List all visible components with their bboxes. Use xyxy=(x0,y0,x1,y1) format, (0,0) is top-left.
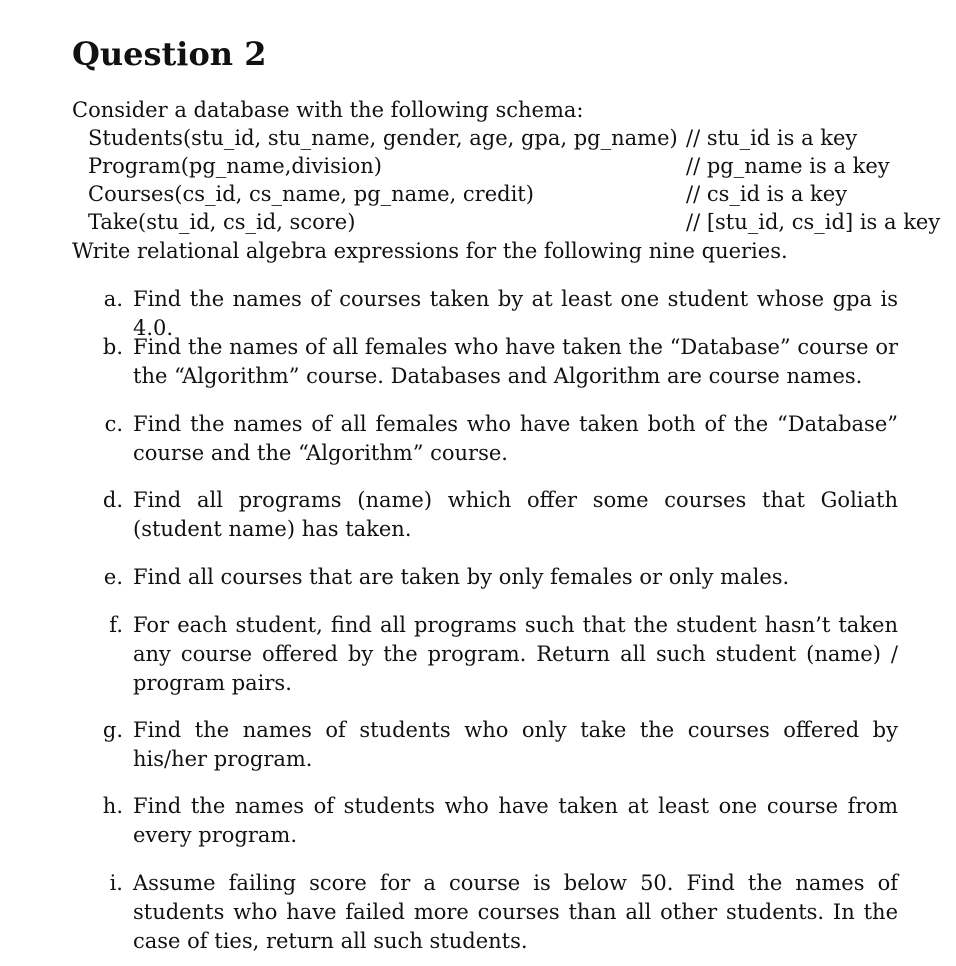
students-key-comment: // stu_id is a key xyxy=(686,126,858,150)
query-text: Find all courses that are taken by only females or only males. xyxy=(133,565,790,589)
query-label: f. xyxy=(109,613,123,637)
schema-row-program xyxy=(88,152,948,180)
schema-row-courses xyxy=(88,180,948,208)
query-text: Assume failing score for a course is below 50. Find the names of students who have failed more courses than all other students. In the case of ties, return all such students. xyxy=(133,871,898,953)
query-e xyxy=(98,563,898,592)
query-label: a. xyxy=(103,287,123,311)
query-text: Find the names of all females who have taken the “Database” course or the “Algorithm” course. Databases and Algorithm are course names. xyxy=(133,335,898,388)
schema-introduction: Consider a database with the following schema: xyxy=(72,98,584,122)
query-g xyxy=(98,716,898,774)
query-h xyxy=(98,792,898,850)
query-instruction: Write relational algebra expressions for the following nine queries. xyxy=(72,239,788,263)
query-label: e. xyxy=(103,565,123,589)
program-key-comment: // pg_name is a key xyxy=(686,154,890,178)
query-b xyxy=(98,333,898,391)
schema-row-students xyxy=(88,124,948,152)
question-title: Question 2 xyxy=(72,35,267,73)
query-text: For each student, find all programs such that the student hasn’t taken any course offered by the program. Return all such student (name) / program pairs. xyxy=(133,613,898,695)
schema-row-take xyxy=(88,208,948,236)
courses-key-comment: // cs_id is a key xyxy=(686,182,848,206)
query-label: d. xyxy=(102,488,123,512)
students-relation: Students(stu_id, stu_name, gender, age, gpa, pg_name) xyxy=(88,126,678,150)
query-a xyxy=(98,285,898,340)
query-i xyxy=(98,869,898,956)
query-label: h. xyxy=(102,794,123,818)
query-label: i. xyxy=(109,871,123,895)
query-d xyxy=(98,486,898,544)
take-key-comment: // [stu_id, cs_id] is a key xyxy=(686,210,941,234)
query-label: c. xyxy=(104,412,123,436)
courses-relation: Courses(cs_id, cs_name, pg_name, credit) xyxy=(88,182,534,206)
query-text: Find the names of students who only take the courses offered by his/her program. xyxy=(133,718,898,771)
query-c xyxy=(98,410,898,468)
query-label: g. xyxy=(102,718,123,742)
query-label: b. xyxy=(102,335,123,359)
query-text: Find the names of all females who have taken both of the “Database” course and the “Algorithm” course. xyxy=(133,412,898,465)
program-relation: Program(pg_name,division) xyxy=(88,154,382,178)
query-text: Find the names of courses taken by at least one student whose gpa is 4.0. xyxy=(133,287,898,340)
query-f xyxy=(98,611,898,698)
query-text: Find the names of students who have taken at least one course from every program. xyxy=(133,794,898,847)
query-text: Find all programs (name) which offer some courses that Goliath (student name) has taken. xyxy=(133,488,898,541)
take-relation: Take(stu_id, cs_id, score) xyxy=(88,210,356,234)
